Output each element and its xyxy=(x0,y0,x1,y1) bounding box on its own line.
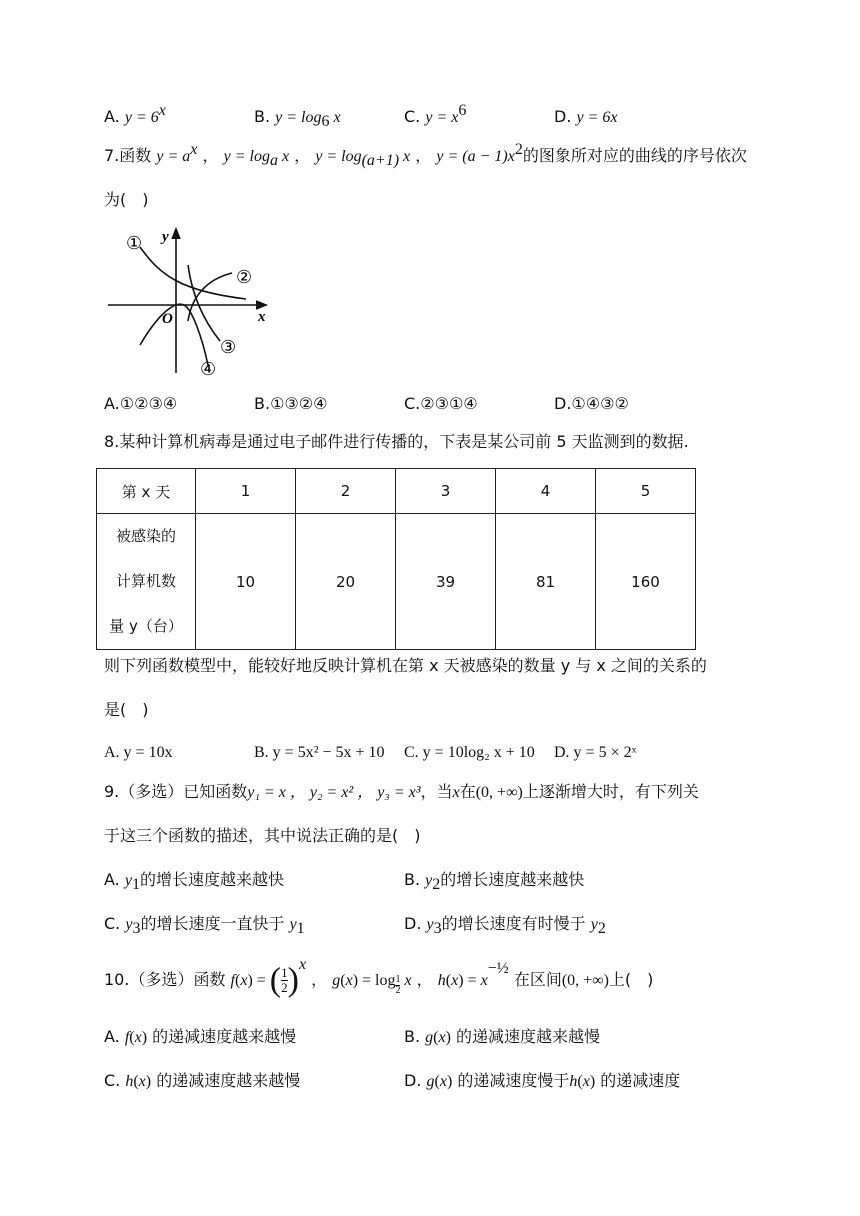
q9-option-d: D. $y_3$的增长速度有时慢于 $y_2$ xyxy=(404,914,606,937)
q9-stem: 9.（多选）已知函数y₁ = x ， y₂ = x² ， y₃ = x³，当x在(0, +∞)上逐渐增大时，有下列关 xyxy=(104,782,699,801)
q6-option-a: A. $y = 6^x$ xyxy=(104,102,166,126)
q7-stem: 7.函数 $y = a^x$ ， $y = \log_a x$ ， $y = \log_{(a+1)} x$ ， $y = (a - 1)x^2$的图象所对应的曲线的序号依次 xyxy=(104,141,747,169)
q8-data-table xyxy=(96,468,696,650)
table-cell: 10 xyxy=(196,514,296,650)
table-cell: 2 xyxy=(296,469,396,514)
q10-stem: 10.（多选）函数 f(x) = ( $\frac{1}{2}$ )$^x$ ， g(x) = log $\frac{1}{2}$ x ， $h(x) = x^{-\frac{1}{2}}$ 在区间(0, +∞)上( ) xyxy=(104,956,654,999)
q10-option-a: A. f(x) 的递减速度越来越慢 xyxy=(104,1027,297,1046)
q7-stem-line2: 为( ) xyxy=(104,190,149,209)
table-cell: 4 xyxy=(496,469,596,514)
graph-label-x: x xyxy=(258,309,266,325)
curve-2 xyxy=(188,273,232,321)
q8-option-b: B. y = 5x² − 5x + 10 xyxy=(254,744,385,761)
q8-option-c: C. y = 10log₂ x + 10 xyxy=(404,744,535,761)
q10-option-d: D. g(x) 的递减速度慢于h(x) 的递减速度 xyxy=(404,1071,681,1090)
q6-option-b: B. $y = \log_6 x$ xyxy=(254,107,341,130)
table-cell: 5 xyxy=(596,469,696,514)
q7-graph xyxy=(100,225,280,385)
q8-option-a: A. y = 10x xyxy=(104,744,173,761)
curve-label-2: ② xyxy=(236,267,253,288)
q8-question-line2: 是( ) xyxy=(104,700,149,719)
q9-stem-line2: 于这三个函数的描述，其中说法正确的是( ) xyxy=(104,826,421,845)
curve-4 xyxy=(140,304,208,365)
q7-option-a: A.①②③④ xyxy=(104,394,178,413)
table-cell: 1 xyxy=(196,469,296,514)
table-cell: 81 xyxy=(496,514,596,650)
graph-label-origin: O xyxy=(162,311,173,327)
q6-option-d: D. y = 6x xyxy=(554,107,618,126)
q8-stem: 8.某种计算机病毒是通过电子邮件进行传播的，下表是某公司前 5 天监测到的数据. xyxy=(104,432,689,451)
x-axis-arrow xyxy=(256,301,266,309)
table-row xyxy=(97,469,696,514)
table-header-day: 第 x 天 xyxy=(97,469,196,514)
q10-option-b: B. g(x) 的递减速度越来越慢 xyxy=(404,1027,601,1046)
table-cell: 20 xyxy=(296,514,396,650)
q9-option-a: A. $y_1$的增长速度越来越快 xyxy=(104,870,284,893)
table-cell: 39 xyxy=(396,514,496,650)
q7-option-c: C.②③①④ xyxy=(404,394,478,413)
curve-label-3: ③ xyxy=(220,337,237,358)
graph-label-y: y xyxy=(162,229,169,245)
q10-option-c: C. h(x) 的递减速度越来越慢 xyxy=(104,1071,301,1090)
q8-option-d: D. y = 5 × 2ˣ xyxy=(554,744,637,761)
table-cell: 160 xyxy=(596,514,696,650)
table-cell: 3 xyxy=(396,469,496,514)
q9-option-c: C. $y_3$的增长速度一直快于 $y_1$ xyxy=(104,914,305,937)
y-axis-arrow xyxy=(172,229,180,239)
table-header-count: 被感染的 计算机数 量 y（台） xyxy=(97,514,196,650)
q6-option-c: C. $y = x^6$ xyxy=(404,102,467,126)
q7-option-d: D.①④③② xyxy=(554,394,629,413)
q7-option-b: B.①③②④ xyxy=(254,394,328,413)
q9-option-b: B. $y_2$的增长速度越来越快 xyxy=(404,870,585,893)
q8-question-line: 则下列函数模型中，能较好地反映计算机在第 x 天被感染的数量 y 与 x 之间的关系的 xyxy=(104,656,707,675)
curve-label-4: ④ xyxy=(200,359,217,380)
curve-label-1: ① xyxy=(126,233,143,254)
table-row xyxy=(97,514,696,650)
